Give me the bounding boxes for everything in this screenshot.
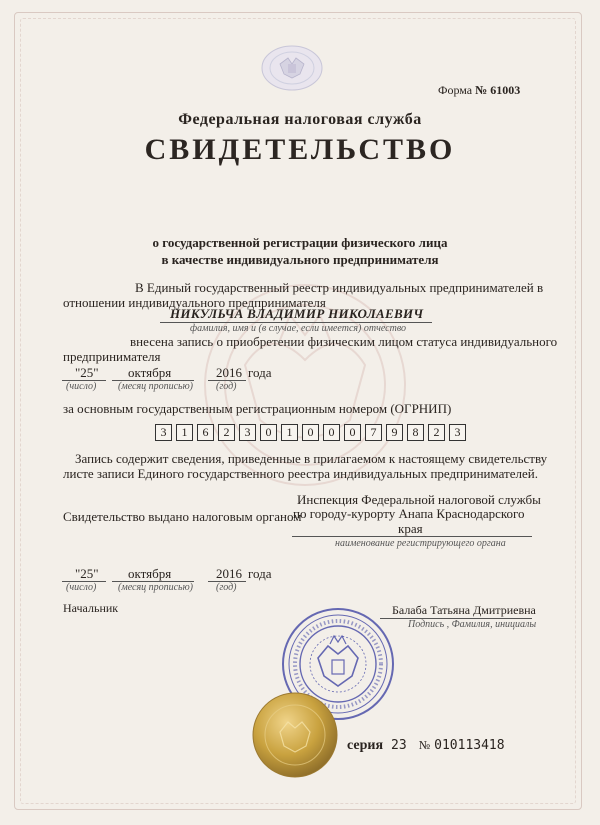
agency-name: Федеральная налоговая служба [178, 111, 422, 128]
entry-month-caption: (месяц прописью) [118, 381, 193, 392]
issued-label: Свидетельство выдано налоговым органом [63, 509, 302, 524]
entry-day: "25" [75, 365, 99, 380]
ogrnip-digit: 7 [365, 424, 382, 441]
series-block [347, 736, 505, 754]
subtitle-line-1: о государственной регистрации физического лица [152, 235, 448, 250]
issuer-org-line: края [398, 521, 423, 536]
entry-day-caption: (число) [66, 381, 97, 392]
form-number [438, 83, 520, 98]
ogrnip-digit: 3 [239, 424, 256, 441]
record-text: листе записи Единого государственного реестра индивидуальных предпринимателей. [63, 466, 538, 481]
issue-month-caption: (месяц прописью) [118, 582, 193, 593]
issuer-org-line: по городу-курорту Анапа Краснодарского [293, 506, 525, 521]
signature-caption: Подпись , Фамилия, инициалы [408, 619, 537, 630]
entry-year-caption: (год) [216, 381, 237, 392]
issue-year-word: года [248, 566, 272, 581]
page-title: СВИДЕТЕЛЬСТВО [144, 133, 456, 166]
ogrnip-digit: 1 [281, 424, 298, 441]
ogrnip-digit: 0 [323, 424, 340, 441]
issuer-underline [292, 536, 532, 537]
ogrnip-digit: 3 [155, 424, 172, 441]
series-code: 23 [391, 738, 407, 753]
issue-year-caption: (год) [216, 582, 237, 593]
body-text: предпринимателя [63, 349, 161, 364]
ogrnip-digit: 0 [344, 424, 361, 441]
name-caption: фамилия, имя и (в случае, если имеется) отчество [190, 323, 407, 334]
form-label: Форма [438, 83, 473, 97]
ogrnip-digit: 0 [260, 424, 277, 441]
state-emblem-icon [258, 44, 326, 92]
issue-month: октября [128, 566, 172, 581]
form-number-value: № 61003 [475, 83, 521, 97]
ogrnip-label: за основным государственным регистрационным номером (ОГРНИП) [63, 401, 452, 416]
ogrnip-digit: 0 [302, 424, 319, 441]
issuer-org-line: Инспекция Федеральной налоговой службы [297, 492, 541, 507]
entry-month: октября [128, 365, 172, 380]
position-title: Начальник [63, 601, 119, 615]
issue-day: "25" [75, 566, 99, 581]
record-text: Запись содержит сведения, приведенные в прилагаемом к настоящему свидетельству [75, 451, 548, 466]
issuer-caption: наименование регистрирующего органа [335, 538, 506, 549]
entry-year-word: года [248, 365, 272, 380]
body-text: отношении индивидуального предпринимателя [63, 295, 326, 310]
signatory-name: Балаба Татьяна Дмитриевна [392, 603, 536, 617]
person-name: НИКУЛЬЧА ВЛАДИМИР НИКОЛАЕВИЧ [170, 306, 424, 321]
ogrnip-digit: 6 [197, 424, 214, 441]
ogrnip-digit: 3 [449, 424, 466, 441]
blank-number: 010113418 [434, 738, 505, 753]
ogrnip-digit: 8 [407, 424, 424, 441]
issue-year: 2016 [216, 566, 242, 581]
issue-day-caption: (число) [66, 582, 97, 593]
ogrnip-number [155, 424, 470, 441]
series-label: серия [347, 738, 384, 753]
ogrnip-digit: 9 [386, 424, 403, 441]
ogrnip-digit: 2 [218, 424, 235, 441]
number-sign: № [418, 738, 431, 752]
subtitle-line-2: в качестве индивидуального предпринимателя [161, 252, 439, 267]
ogrnip-digit: 2 [428, 424, 445, 441]
hologram-sticker-icon [250, 690, 340, 780]
body-text: В Единый государственный реестр индивидуальных предпринимателей в [135, 280, 544, 295]
body-text: внесена запись о приобретении физическим лицом статуса индивидуального [130, 334, 558, 349]
ogrnip-digit: 1 [176, 424, 193, 441]
entry-year: 2016 [216, 365, 242, 380]
